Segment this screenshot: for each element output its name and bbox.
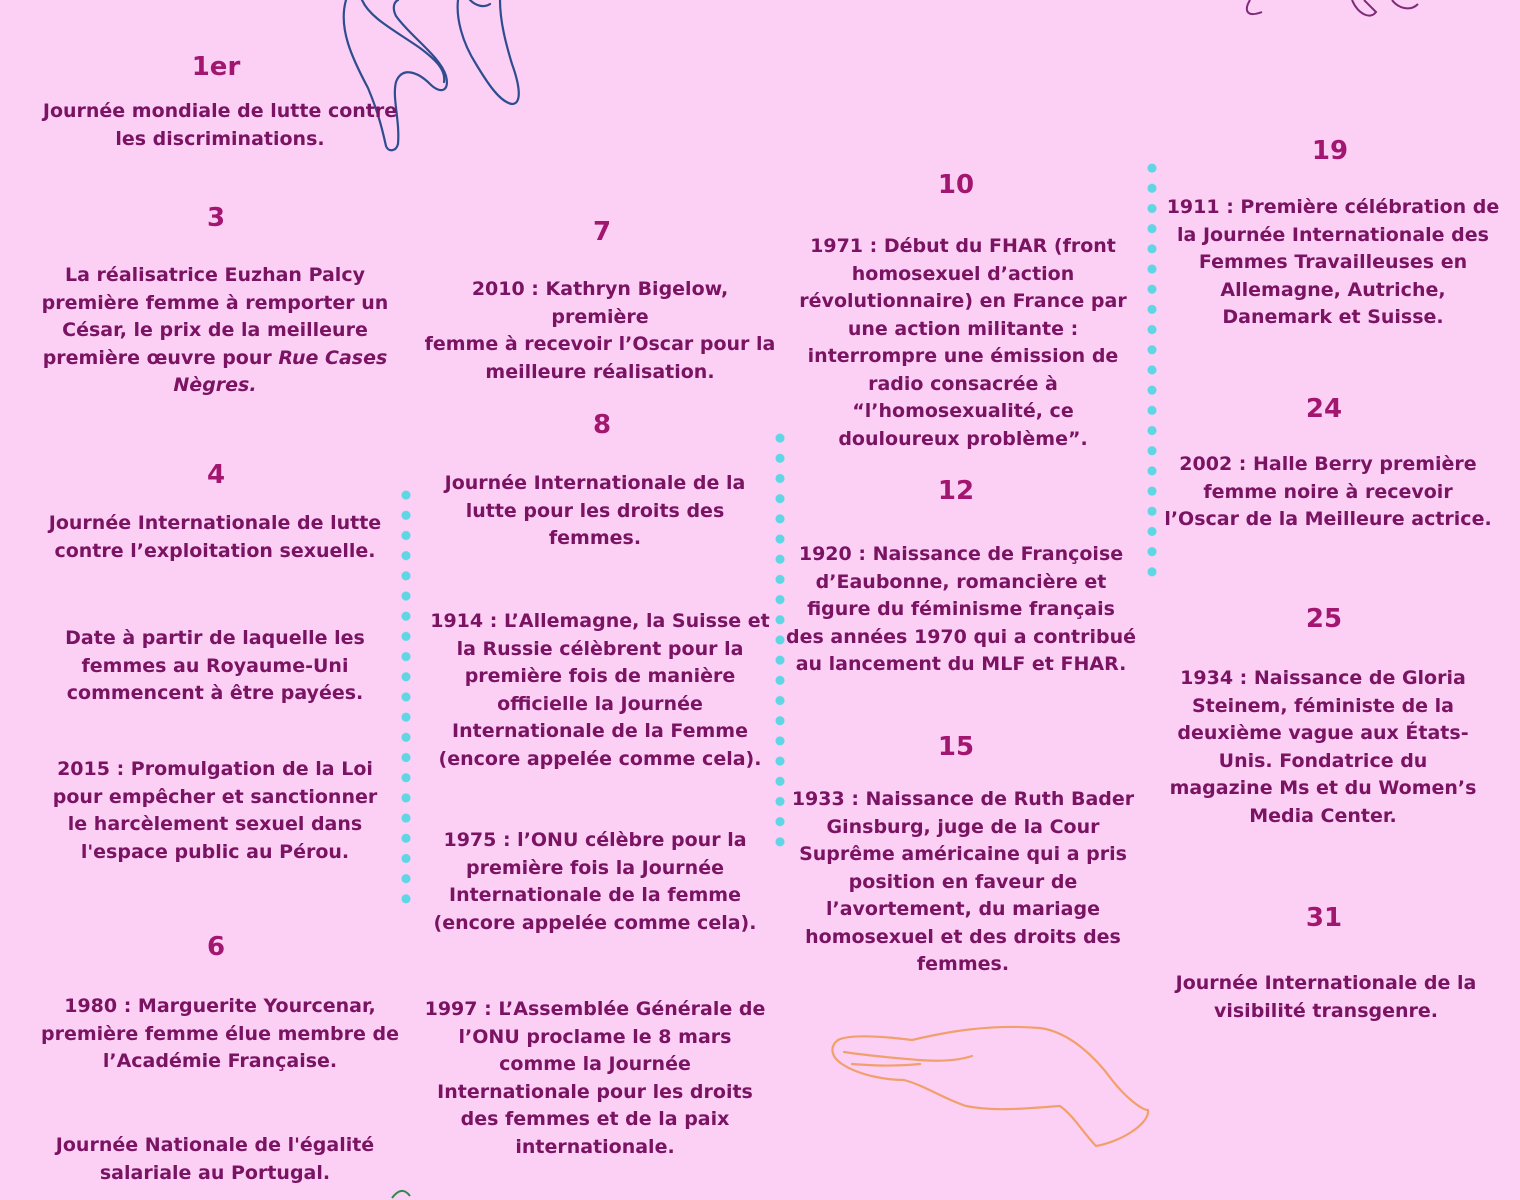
event-day-6-b: Journée Nationale de l'égalité salariale au Portugal.	[55, 1134, 375, 1184]
event-day-31: Journée Internationale de la visibilité transgenre.	[1175, 972, 1477, 1022]
day-6: 6	[206, 932, 226, 962]
day-7: 7	[592, 217, 612, 247]
event-day-8-d: 1997 : L’Assemblée Générale de l’ONU proclame le 8 mars comme la Journée Internationale pour les droits des femmes et de la paix internationale.	[424, 998, 766, 1158]
event-day-24: 2002 : Halle Berry première femme noire à recevoir l’Oscar de la Meilleure actrice.	[1164, 453, 1492, 530]
day-31: 31	[1305, 903, 1343, 933]
day-24: 24	[1305, 394, 1343, 424]
day-1er: 1er	[191, 52, 241, 82]
day-4: 4	[206, 460, 226, 490]
day-15: 15	[937, 732, 975, 762]
day-8: 8	[592, 410, 612, 440]
day-3: 3	[206, 203, 226, 233]
event-day-8-a: Journée Internationale de la lutte pour les droits des femmes.	[444, 472, 746, 549]
day-19: 19	[1311, 136, 1349, 166]
event-day-3: La réalisatrice Euzhan Palcy première femme à remporter un César, le prix de la meilleure première œuvre pour Rue Cases Nègres.	[41, 264, 389, 396]
event-day-8-c: 1975 : l’ONU célèbre pour la première fois la Journée Internationale de la femme (encore appelée comme cela).	[433, 829, 757, 934]
event-day-4-b: Date à partir de laquelle les femmes au Royaume-Uni commencent à être payées.	[65, 627, 365, 704]
day-10: 10	[937, 170, 975, 200]
event-day-8-b: 1914 : L’Allemagne, la Suisse et la Russie célèbrent pour la première fois de manière officielle la Journée Internationale de la Femme (encore appelée comme cela).	[430, 610, 770, 770]
day-12: 12	[937, 476, 975, 506]
event-day-10: 1971 : Début du FHAR (front homosexuel d’action révolutionnaire) en France par une action militante : interrompre une émission de radio consacrée à “l’homosexualité, ce douloureux problème”.	[799, 235, 1127, 450]
dotted-divider-1	[401, 485, 411, 905]
day-25: 25	[1305, 604, 1343, 634]
event-day-19: 1911 : Première célébration de la Journée Internationale des Femmes Travailleuses en Allemagne, Autriche, Danemark et Suisse.	[1166, 196, 1500, 328]
event-day-6-a: 1980 : Marguerite Yourcenar, première femme élue membre de l’Académie Française.	[40, 995, 400, 1072]
event-day-4-a: Journée Internationale de lutte contre l’exploitation sexuelle.	[48, 512, 382, 562]
event-day-25: 1934 : Naissance de Gloria Steinem, féministe de la deuxième vague aux États- Unis. Fondatrice du magazine Ms et du Women’s Media Center.	[1169, 667, 1477, 827]
event-day-12: 1920 : Naissance de Françoise d’Eaubonne, romancière et figure du féminisme français des années 1970 qui a contribué au lancement du MLF et FHAR.	[786, 543, 1136, 675]
event-day-15: 1933 : Naissance de Ruth Bader Ginsburg, juge de la Cour Suprême américaine qui a pris position en faveur de l’avortement, du mariage homosexuel et des droits des femmes.	[791, 788, 1135, 975]
event-day-4-c: 2015 : Promulgation de la Loi pour empêcher et sanctionner le harcèlement sexuel dans l'espace public au Pérou.	[52, 758, 378, 863]
event-day-7: 2010 : Kathryn Bigelow, première femme à recevoir l’Oscar pour la meilleure réalisation.	[424, 278, 776, 383]
event-day-1: Journée mondiale de lutte contre les discriminations.	[42, 100, 398, 150]
